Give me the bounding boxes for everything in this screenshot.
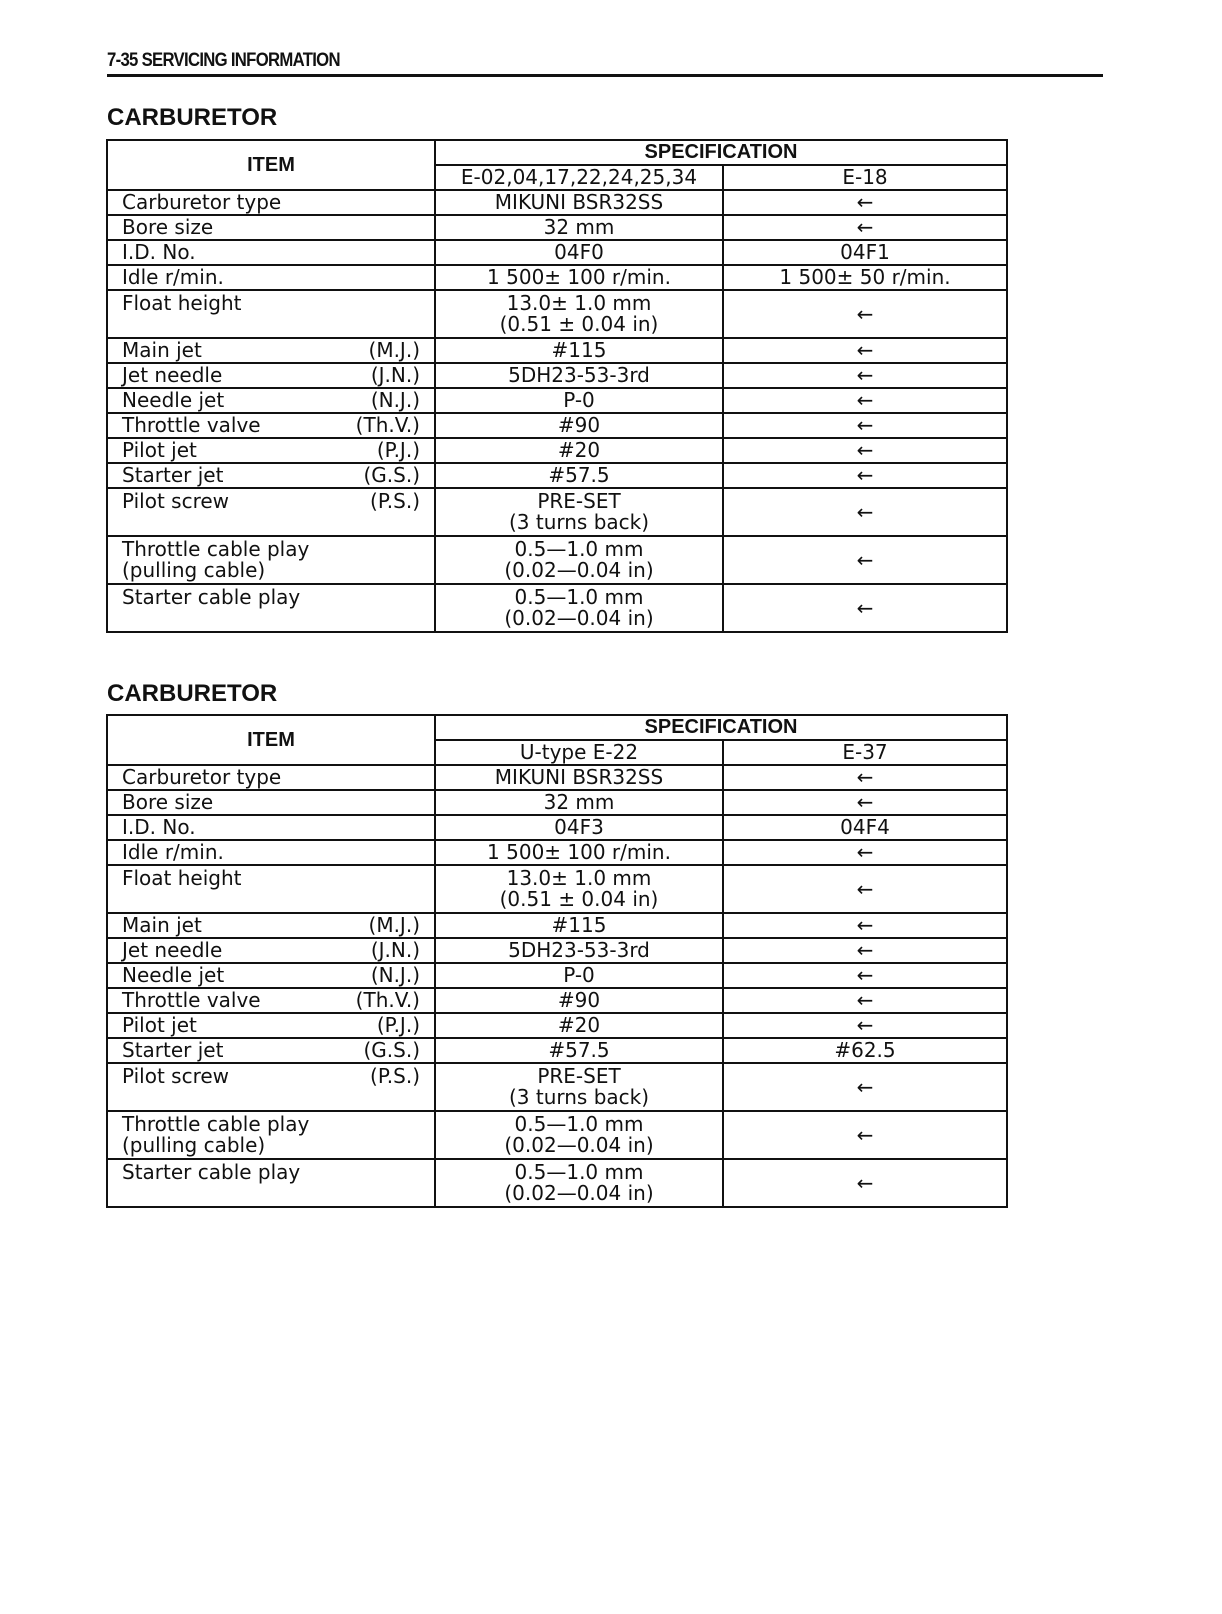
spec-value: #20: [557, 438, 601, 462]
item-cell: [107, 1063, 435, 1111]
table-row: [107, 1111, 1007, 1159]
table-row: [107, 938, 1007, 963]
table-row: [107, 790, 1007, 815]
item-label-wrap: [122, 415, 420, 436]
spec-value: 0.5—1.0 mm: [514, 537, 644, 561]
table-row: [107, 865, 1007, 913]
spec-value-cell: [435, 488, 723, 536]
same-as-arrow: ←: [723, 963, 1007, 988]
spec-value: 0.5—1.0 mm: [514, 585, 644, 609]
spec-value: 32 mm: [543, 215, 615, 239]
item-label: I.D. No.: [122, 815, 196, 839]
item-label-wrap: [122, 390, 420, 411]
item-code: (G.S.): [363, 463, 420, 487]
item-cell: [107, 1038, 435, 1063]
spec-value: (3 turns back): [508, 510, 650, 534]
spec-value: 04F3: [554, 815, 604, 839]
table-row: [107, 584, 1007, 632]
item-cell: [107, 488, 435, 536]
spec-value-cell: [435, 265, 723, 290]
item-label-wrap: [122, 915, 420, 936]
item-label-wrap: [122, 817, 420, 838]
item-code: (G.S.): [363, 1038, 420, 1062]
spec-value: #90: [557, 988, 601, 1012]
item-cell: [107, 438, 435, 463]
item-label: Throttle cable play: [122, 537, 310, 561]
item-label: Starter jet: [122, 1038, 224, 1062]
item-header: ITEM: [107, 140, 435, 190]
item-label: Carburetor type: [122, 190, 282, 214]
same-as-arrow: ←: [723, 413, 1007, 438]
item-label-2: (pulling cable): [122, 1133, 266, 1157]
item-label-wrap: [122, 192, 420, 213]
table-row: [107, 290, 1007, 338]
item-label: Pilot jet: [122, 1013, 197, 1037]
spec-value-cell: [435, 463, 723, 488]
column-header: U-type E-22: [435, 740, 723, 765]
item-label: Needle jet: [122, 388, 225, 412]
same-as-arrow: ←: [723, 988, 1007, 1013]
spec-value: (0.51 ± 0.04 in): [499, 887, 659, 911]
item-label-wrap: [122, 293, 420, 314]
same-as-arrow: ←: [723, 840, 1007, 865]
item-label: Bore size: [122, 790, 214, 814]
table-row: [107, 840, 1007, 865]
page-header: [107, 44, 1103, 77]
item-code: (N.J.): [370, 388, 420, 412]
item-label-wrap: [122, 842, 420, 863]
item-cell: [107, 463, 435, 488]
spec-value-cell: [435, 290, 723, 338]
table-row: [107, 815, 1007, 840]
item-label: Float height: [122, 291, 242, 315]
table-row: [107, 265, 1007, 290]
same-as-arrow: ←: [723, 388, 1007, 413]
table-row: [107, 438, 1007, 463]
column-header: E-37: [723, 740, 1007, 765]
spec-value: 0.5—1.0 mm: [514, 1160, 644, 1184]
spec-value-cell: [435, 1159, 723, 1207]
item-code: (P.J.): [376, 438, 420, 462]
same-as-arrow: ←: [723, 488, 1007, 536]
item-label: Throttle cable play: [122, 1112, 310, 1136]
item-label-wrap: [122, 539, 420, 560]
item-label-wrap: [122, 1114, 420, 1135]
item-cell: [107, 1013, 435, 1038]
same-as-arrow: ←: [723, 790, 1007, 815]
spec-value: (0.02—0.04 in): [504, 606, 654, 630]
item-label-wrap: [122, 767, 420, 788]
item-cell: [107, 190, 435, 215]
item-cell: [107, 413, 435, 438]
item-cell: [107, 865, 435, 913]
item-cell: [107, 388, 435, 413]
spec-value: 0.5—1.0 mm: [514, 1112, 644, 1136]
spec-value-cell: [435, 988, 723, 1013]
same-as-arrow: ←: [723, 190, 1007, 215]
item-label: Starter jet: [122, 463, 224, 487]
spec-value: 5DH23-53-3rd: [508, 938, 650, 962]
same-as-arrow: ←: [723, 215, 1007, 240]
item-cell: [107, 1159, 435, 1207]
page-header-title: 7-35 SERVICING INFORMATION: [107, 50, 340, 71]
item-label-wrap: [122, 940, 420, 961]
table-row: [107, 240, 1007, 265]
item-header: ITEM: [107, 715, 435, 765]
item-label-wrap: [122, 1040, 420, 1061]
table-row: [107, 215, 1007, 240]
item-label: Idle r/min.: [122, 840, 224, 864]
spec-value-alt: 04F1: [723, 240, 1007, 265]
item-label-wrap: [122, 965, 420, 986]
item-code: (J.N.): [370, 363, 420, 387]
item-code: (P.J.): [376, 1013, 420, 1037]
item-label: Pilot screw: [122, 1064, 230, 1088]
spec-value: #57.5: [548, 1038, 610, 1062]
spec-value-cell: [435, 840, 723, 865]
spec-value-cell: [435, 938, 723, 963]
table-row: [107, 1063, 1007, 1111]
same-as-arrow: ←: [723, 913, 1007, 938]
item-cell: [107, 290, 435, 338]
same-as-arrow: ←: [723, 938, 1007, 963]
same-as-arrow: ←: [723, 1159, 1007, 1207]
spec-value-alt: 1 500± 50 r/min.: [723, 265, 1007, 290]
item-label: Jet needle: [122, 938, 223, 962]
spec-value-cell: [435, 438, 723, 463]
spec-value-cell: [435, 1013, 723, 1038]
spec-value-alt: 04F4: [723, 815, 1007, 840]
header-row: [107, 140, 1007, 165]
item-label: Throttle valve: [122, 988, 261, 1012]
item-label: Starter cable play: [122, 585, 301, 609]
spec-value: (3 turns back): [508, 1085, 650, 1109]
item-label-wrap: [122, 440, 420, 461]
spec-value: 13.0± 1.0 mm: [506, 291, 652, 315]
table-row: [107, 190, 1007, 215]
same-as-arrow: ←: [723, 536, 1007, 584]
item-label: Idle r/min.: [122, 265, 224, 289]
item-cell: [107, 215, 435, 240]
spec-value-cell: [435, 363, 723, 388]
spec-value-cell: [435, 765, 723, 790]
spec-value: P-0: [563, 388, 595, 412]
spec-value: PRE-SET: [537, 489, 621, 513]
same-as-arrow: ←: [723, 1013, 1007, 1038]
item-cell: [107, 765, 435, 790]
item-label: Main jet: [122, 338, 202, 362]
specification-header: SPECIFICATION: [435, 140, 1007, 165]
section-title-1: CARBURETOR: [107, 104, 278, 131]
spec-value: #57.5: [548, 463, 610, 487]
same-as-arrow: ←: [723, 463, 1007, 488]
item-label-wrap: [122, 587, 420, 608]
spec-value: MIKUNI BSR32SS: [494, 765, 664, 789]
spec-value: 5DH23-53-3rd: [508, 363, 650, 387]
item-code: (J.N.): [370, 938, 420, 962]
item-code: (Th.V.): [355, 413, 420, 437]
specification-header: SPECIFICATION: [435, 715, 1007, 740]
spec-value-cell: [435, 815, 723, 840]
item-code: (P.S.): [370, 489, 420, 513]
spec-value-cell: [435, 190, 723, 215]
spec-value-cell: [435, 865, 723, 913]
spec-value: P-0: [563, 963, 595, 987]
spec-value: (0.02—0.04 in): [504, 558, 654, 582]
table-row: [107, 363, 1007, 388]
item-label-wrap: [122, 868, 420, 889]
item-label-wrap: [122, 491, 420, 512]
item-cell: [107, 338, 435, 363]
spec-table-1: [106, 139, 1008, 633]
spec-value-cell: [435, 1038, 723, 1063]
item-label-wrap: [122, 1162, 420, 1183]
item-cell: [107, 913, 435, 938]
item-label: Starter cable play: [122, 1160, 301, 1184]
spec-value: (0.02—0.04 in): [504, 1133, 654, 1157]
item-cell: [107, 536, 435, 584]
spec-value: (0.51 ± 0.04 in): [499, 312, 659, 336]
spec-value: #115: [551, 913, 607, 937]
same-as-arrow: ←: [723, 1111, 1007, 1159]
item-cell: [107, 363, 435, 388]
table-row: [107, 988, 1007, 1013]
same-as-arrow: ←: [723, 1063, 1007, 1111]
item-label-wrap: [122, 267, 420, 288]
spec-value: PRE-SET: [537, 1064, 621, 1088]
spec-value: #20: [557, 1013, 601, 1037]
table-row: [107, 913, 1007, 938]
column-header: E-18: [723, 165, 1007, 190]
spec-value-cell: [435, 913, 723, 938]
item-cell: [107, 963, 435, 988]
spec-value: 04F0: [554, 240, 604, 264]
item-code: (M.J.): [368, 913, 420, 937]
same-as-arrow: ←: [723, 584, 1007, 632]
same-as-arrow: ←: [723, 290, 1007, 338]
spec-value-cell: [435, 584, 723, 632]
item-code: (N.J.): [370, 963, 420, 987]
spec-value: MIKUNI BSR32SS: [494, 190, 664, 214]
item-label: Pilot screw: [122, 489, 230, 513]
item-label: Main jet: [122, 913, 202, 937]
same-as-arrow: ←: [723, 865, 1007, 913]
table-row: [107, 1159, 1007, 1207]
spec-value-cell: [435, 338, 723, 363]
table-row: [107, 463, 1007, 488]
spec-value: 1 500± 100 r/min.: [487, 840, 671, 864]
spec-value-cell: [435, 536, 723, 584]
spec-value: 32 mm: [543, 790, 615, 814]
table-row: [107, 765, 1007, 790]
item-cell: [107, 790, 435, 815]
item-label: Needle jet: [122, 963, 225, 987]
spec-table-2: [106, 714, 1008, 1208]
item-label-wrap: [122, 217, 420, 238]
spec-value: 1 500± 100 r/min.: [487, 265, 671, 289]
section-title-2: CARBURETOR: [107, 680, 278, 707]
spec-value-cell: [435, 963, 723, 988]
item-cell: [107, 840, 435, 865]
item-code: (P.S.): [370, 1064, 420, 1088]
item-label: Float height: [122, 866, 242, 890]
spec-value-alt: #62.5: [723, 1038, 1007, 1063]
item-label-wrap: [122, 340, 420, 361]
item-label-wrap: [122, 1066, 420, 1087]
item-label-wrap: [122, 465, 420, 486]
same-as-arrow: ←: [723, 438, 1007, 463]
spec-value-cell: [435, 215, 723, 240]
item-code: (M.J.): [368, 338, 420, 362]
column-header: E-02,04,17,22,24,25,34: [435, 165, 723, 190]
spec-value-cell: [435, 240, 723, 265]
table-row: [107, 1013, 1007, 1038]
table-row: [107, 1038, 1007, 1063]
item-cell: [107, 1111, 435, 1159]
item-cell: [107, 265, 435, 290]
item-label: Throttle valve: [122, 413, 261, 437]
item-label-wrap: [122, 242, 420, 263]
table-row: [107, 338, 1007, 363]
spec-value-cell: [435, 413, 723, 438]
same-as-arrow: ←: [723, 363, 1007, 388]
same-as-arrow: ←: [723, 338, 1007, 363]
table-row: [107, 536, 1007, 584]
item-label-2: (pulling cable): [122, 558, 266, 582]
item-label: Carburetor type: [122, 765, 282, 789]
item-cell: [107, 815, 435, 840]
item-label: Jet needle: [122, 363, 223, 387]
table-row: [107, 963, 1007, 988]
spec-value-cell: [435, 1063, 723, 1111]
item-code: (Th.V.): [355, 988, 420, 1012]
spec-value: 13.0± 1.0 mm: [506, 866, 652, 890]
item-label: I.D. No.: [122, 240, 196, 264]
spec-value: #90: [557, 413, 601, 437]
item-cell: [107, 584, 435, 632]
header-row: [107, 715, 1007, 740]
item-label-wrap: [122, 365, 420, 386]
spec-value-cell: [435, 1111, 723, 1159]
item-cell: [107, 988, 435, 1013]
spec-value: #115: [551, 338, 607, 362]
spec-value: (0.02—0.04 in): [504, 1181, 654, 1205]
same-as-arrow: ←: [723, 765, 1007, 790]
table-row: [107, 388, 1007, 413]
item-label-wrap: [122, 990, 420, 1011]
table-row: [107, 488, 1007, 536]
spec-value-cell: [435, 388, 723, 413]
item-cell: [107, 938, 435, 963]
item-label: Bore size: [122, 215, 214, 239]
item-label-wrap: [122, 1015, 420, 1036]
item-label-wrap: [122, 792, 420, 813]
item-cell: [107, 240, 435, 265]
spec-value-cell: [435, 790, 723, 815]
table-row: [107, 413, 1007, 438]
item-label: Pilot jet: [122, 438, 197, 462]
